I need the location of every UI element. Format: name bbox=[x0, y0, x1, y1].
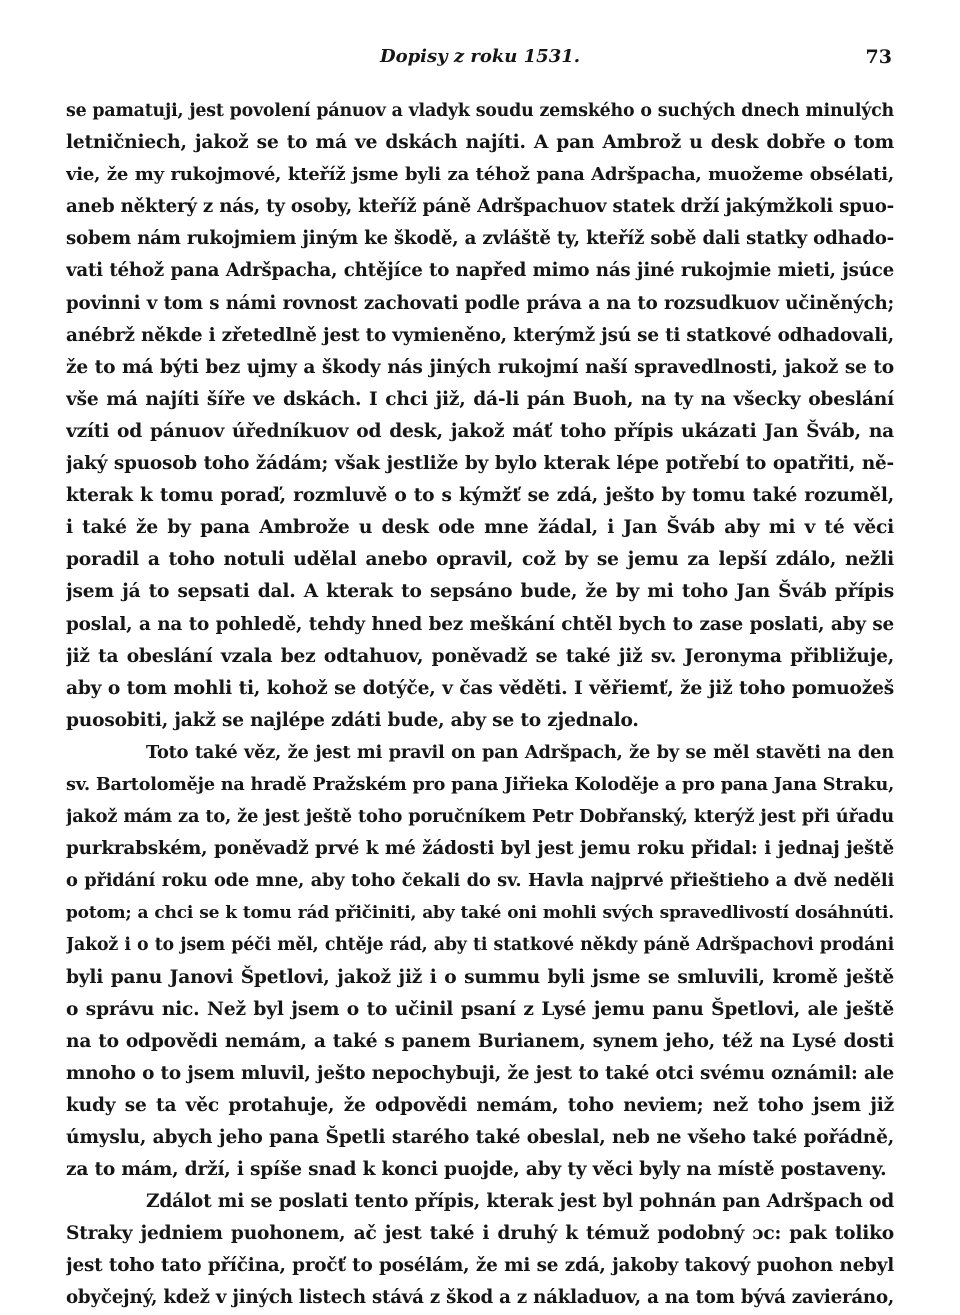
text-line: jakož mám za to, že jest ještě toho poručníkem Petr Dobřanský, kterýž jest při úřadu bbox=[66, 806, 894, 828]
text-line: poradil a toho notuli udělal anebo opravil, což by se jemu za lepší zdálo, nežli bbox=[66, 549, 894, 571]
running-title: Dopisy z roku 1531. bbox=[379, 46, 581, 67]
text-line: jest toho tato příčina, pročť to posélám, že mi se zdá, jakoby takový puohon nebyl bbox=[66, 1255, 894, 1277]
letter-body-text bbox=[66, 95, 894, 1315]
text-line: anébrž někde i zřetedlně jest to vymieněno, kterýmž jsú se ti statkové odhadovali, bbox=[66, 324, 894, 346]
text-line: byli panu Janovi Špetlovi, jakož již i o summu byli jsme se smluvili, kromě ještě bbox=[66, 966, 894, 988]
text-line: již ta obeslání vzala bez odtahuov, poněvadž se také již sv. Jeronyma přibližuje, bbox=[66, 645, 894, 667]
text-line: se pamatuji, jest povolení pánuov a vladyk soudu zemského o suchých dnech minulých bbox=[66, 101, 894, 121]
text-line: puosobiti, jakž se najlépe zdáti bude, aby se to zjednalo. bbox=[66, 709, 639, 731]
text-line: Jakož i o to jsem péči měl, chtěje rád, aby ti statkové někdy páně Adršpachovi prodáni bbox=[66, 935, 894, 956]
text-line: aby o tom mohli ti, kohož se dotýče, v čas věděti. I věřiemť, že již toho pomuožeš bbox=[66, 677, 894, 699]
text-line: Straky jedniem puohonem, ač jest také i druhý k témuž podobný ɔc: pak toliko bbox=[66, 1223, 894, 1245]
text-line: vše má najíti šíře ve dskách. I chci již, dá-li pán Buoh, na ty na všecky obeslání bbox=[66, 388, 894, 410]
text-line: že to má býti bez ujmy a škody nás jiných rukojmí naší spravedlnosti, jakož se to bbox=[66, 356, 894, 378]
text-line: o přidání roku ode mne, aby toho čekali do sv. Havla najprvé přieštieho a dvě neděli bbox=[66, 870, 894, 892]
text-line: letničniech, jakož se to má ve dskách najíti. A pan Ambrož u desk dobře o tom bbox=[66, 132, 894, 154]
running-header bbox=[66, 44, 894, 74]
text-line: o správu nic. Než byl jsem o to učinil psaní z Lysé jemu panu Špetlovi, ale ještě bbox=[66, 998, 894, 1020]
text-line: purkrabském, poněvadž prvé k mé žádosti byl jest jemu roku přidal: i jednaj ještě bbox=[66, 838, 894, 860]
text-line: za to mám, drží, i spíše snad k konci puojde, aby ty věci byly na místě postaveny. bbox=[66, 1159, 887, 1181]
text-line: aneb některý z nás, ty osoby, kteříž páně Adršpachuov statek drží jakýmžkoli spuo- bbox=[66, 196, 894, 218]
text-line: obyčejný, kdež v jiných listech stává z škod a z nákladuov, a na tom bývá zavieráno, bbox=[66, 1287, 894, 1309]
text-line: jaký spuosob toho žádám; však jestliže by bylo kterak lépe potřebí to opatřiti, ně- bbox=[66, 453, 894, 475]
text-line: úmyslu, abych jeho pana Špetli starého také obeslal, neb ne všeho také pořádně, bbox=[66, 1127, 894, 1148]
text-line: vzíti od pánuov úředníkuov od desk, jakož máť toho přípis ukázati Jan Šváb, na bbox=[66, 420, 894, 442]
text-line: Zdálot mi se poslati tento přípis, kterak jest byl pohnán pan Adršpach od bbox=[146, 1191, 894, 1213]
text-line: jsem já to sepsati dal. A kterak to sepsáno bude, že by mi toho Jan Šváb přípis bbox=[66, 581, 894, 603]
text-line: mnoho o to jsem mluvil, ješto nepochybuji, že jest to také otci svému oznámil: ale bbox=[66, 1062, 894, 1084]
text-line: vie, že my rukojmové, kteříž jsme byli za téhož pana Adršpacha, muožeme obsélati, bbox=[66, 164, 894, 186]
text-line: na to odpovědi nemám, a také s panem Burianem, synem jeho, též na Lysé dosti bbox=[66, 1030, 894, 1052]
text-line: poslal, a na to pohledě, tehdy hned bez meškání chtěl bych to zase poslati, aby se bbox=[66, 613, 894, 635]
text-line: sv. Bartoloměje na hradě Pražském pro pana Jiřieka Koloděje a pro pana Jana Straku, bbox=[66, 773, 894, 795]
text-line: kterak k tomu poraď, rozmluvě o to s kýmžť se zdá, ješto by tomu také rozuměl, bbox=[66, 485, 894, 507]
text-line: i také že by pana Ambrože u desk ode mne žádal, i Jan Šváb aby mi v té věci bbox=[66, 517, 894, 539]
text-line: povinni v tom s námi rovnost zachovati podle práva a na to rozsudkuov učiněných; bbox=[66, 292, 894, 314]
text-line: vati téhož pana Adršpacha, chtějíce to napřed mimo nás jiné rukojmie mieti, jsúce bbox=[66, 260, 894, 282]
text-line: sobem nám rukojmiem jiným ke škodě, a zvláště ty, kteříž sobě dali statky odhado- bbox=[66, 228, 894, 250]
text-line: potom; a chci se k tomu rád přičiniti, aby také oni mohli svých spravedlivostí dosáhnúti. bbox=[66, 903, 894, 924]
page-number: 73 bbox=[865, 46, 892, 68]
text-line: kudy se ta věc protahuje, že odpovědi nemám, toho neviem; než toho jsem již bbox=[66, 1094, 894, 1116]
text-line: Toto také věz, že jest mi pravil on pan Adršpach, že by se měl stavěti na den bbox=[146, 741, 894, 763]
